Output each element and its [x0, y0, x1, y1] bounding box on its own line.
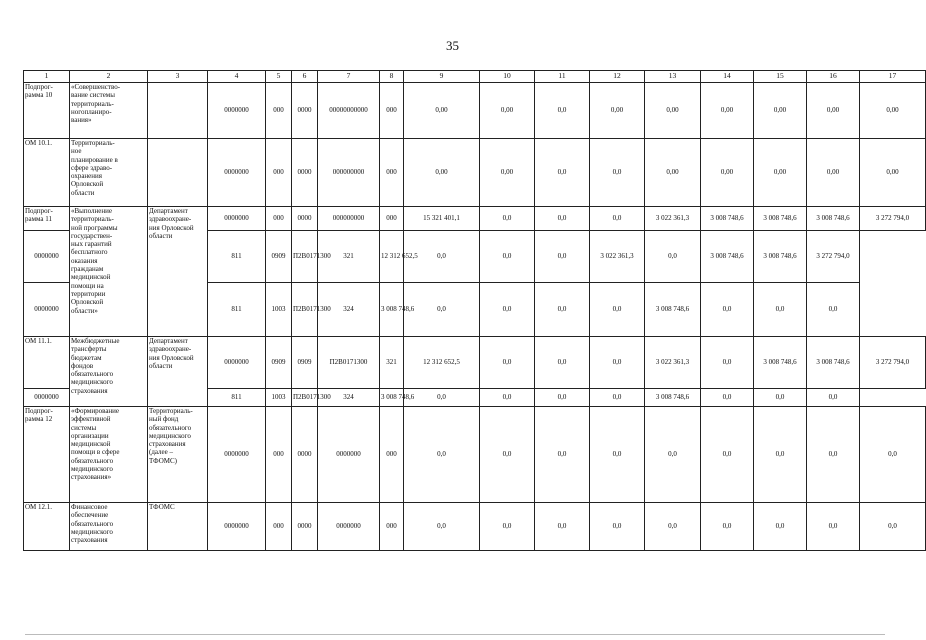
item-code-cell: ОМ 12.1. — [24, 503, 70, 551]
value-cell: 0,00 — [701, 139, 754, 207]
value-cell: 1003 — [266, 389, 292, 407]
column-header: 10 — [480, 71, 535, 83]
item-code-cell: ОМ 11.1. — [24, 337, 70, 389]
table-row — [24, 207, 926, 231]
value-cell: 0,00 — [701, 83, 754, 139]
value-cell: 000000000 — [318, 207, 380, 231]
value-cell: 0,0 — [645, 503, 701, 551]
value-cell: 3 008 748,6 — [380, 283, 404, 337]
value-cell: 0,0 — [590, 337, 645, 389]
value-cell: 3 008 748,6 — [754, 231, 807, 283]
value-cell: 0909 — [266, 337, 292, 389]
column-header: 16 — [807, 71, 860, 83]
value-cell: 000 — [266, 503, 292, 551]
item-name-cell: «Совершенство- вание системы территориаль- ногопланиро- вания» — [70, 83, 148, 139]
value-cell: 0,0 — [754, 389, 807, 407]
value-cell: 3 008 748,6 — [701, 231, 754, 283]
value-cell: 0,0 — [590, 503, 645, 551]
value-cell: 0,0 — [535, 139, 590, 207]
value-cell: 0,0 — [535, 503, 590, 551]
value-cell: 0,0 — [535, 389, 590, 407]
value-cell: 0909 — [292, 337, 318, 389]
item-name-cell: «Выполнение территориаль- ной программы государствен- ных гарантий бесплатного оказания гражданам медицинской помощи на территории Орловской области» — [70, 207, 148, 337]
value-cell: 0000000 — [24, 231, 70, 283]
value-cell: 3 008 748,6 — [754, 207, 807, 231]
value-cell: 0,0 — [535, 283, 590, 337]
budget-table — [23, 70, 926, 551]
value-cell: 0,0 — [860, 503, 926, 551]
value-cell: 0,0 — [535, 231, 590, 283]
column-header: 15 — [754, 71, 807, 83]
value-cell: 811 — [208, 389, 266, 407]
value-cell: 12 312 652,5 — [380, 231, 404, 283]
value-cell: 3 008 748,6 — [701, 207, 754, 231]
table-row — [24, 407, 926, 503]
value-cell: 12 312 652,5 — [404, 337, 480, 389]
value-cell: 000 — [266, 207, 292, 231]
value-cell: 0,0 — [754, 407, 807, 503]
value-cell: 000 — [380, 139, 404, 207]
column-header: 3 — [148, 71, 208, 83]
value-cell: 0,0 — [480, 231, 535, 283]
value-cell: 0,0 — [404, 389, 480, 407]
value-cell: 3 272 794,0 — [807, 231, 860, 283]
table-row — [24, 337, 926, 389]
value-cell: 0,00 — [404, 83, 480, 139]
value-cell: 0,0 — [590, 407, 645, 503]
value-cell: 3 022 361,3 — [590, 231, 645, 283]
value-cell: 0,0 — [807, 283, 860, 337]
page-number: 35 — [446, 38, 459, 53]
item-code-cell: ОМ 10.1. — [24, 139, 70, 207]
column-header: 17 — [860, 71, 926, 83]
value-cell: 0000000 — [208, 207, 266, 231]
value-cell: 0,0 — [701, 389, 754, 407]
column-header: 7 — [318, 71, 380, 83]
executor-cell: Территориаль- ный фонд обязательного медицинского страхования (далее – ТФОМС) — [148, 407, 208, 503]
value-cell: 0000 — [292, 207, 318, 231]
value-cell: 0,00 — [645, 139, 701, 207]
item-code-cell: Подпрог- рамма 12 — [24, 407, 70, 503]
value-cell: 3 022 361,3 — [645, 207, 701, 231]
value-cell: 3 008 748,6 — [645, 389, 701, 407]
value-cell: 0,0 — [590, 207, 645, 231]
value-cell: 0000000 — [318, 503, 380, 551]
value-cell: 321 — [380, 337, 404, 389]
value-cell: 3 008 748,6 — [645, 283, 701, 337]
table-row — [24, 139, 926, 207]
table-row — [24, 503, 926, 551]
value-cell: 0000 — [292, 503, 318, 551]
value-cell: 0000000 — [208, 337, 266, 389]
column-header: 4 — [208, 71, 266, 83]
value-cell: 0,0 — [480, 337, 535, 389]
value-cell: 0,0 — [807, 503, 860, 551]
column-header: 5 — [266, 71, 292, 83]
value-cell: 3 008 748,6 — [754, 337, 807, 389]
column-header: 9 — [404, 71, 480, 83]
value-cell: П2В0171300 — [292, 231, 318, 283]
value-cell: 0,0 — [535, 207, 590, 231]
item-code-cell: Подпрог- рамма 10 — [24, 83, 70, 139]
value-cell: 0000000 — [208, 503, 266, 551]
value-cell: 0,00 — [404, 139, 480, 207]
value-cell: 0,0 — [404, 231, 480, 283]
value-cell: 0,0 — [701, 283, 754, 337]
value-cell: 3 008 748,6 — [807, 207, 860, 231]
value-cell: 0,00 — [807, 139, 860, 207]
value-cell: 0,00 — [645, 83, 701, 139]
column-header: 13 — [645, 71, 701, 83]
value-cell: 0,0 — [645, 407, 701, 503]
value-cell: П2В0171300 — [292, 389, 318, 407]
value-cell: 15 321 401,1 — [404, 207, 480, 231]
item-name-cell: Финансовое обеспечение обязательного медицинского страхования — [70, 503, 148, 551]
value-cell: 0000000 — [208, 139, 266, 207]
value-cell: 3 008 748,6 — [807, 337, 860, 389]
value-cell: 0,0 — [480, 503, 535, 551]
value-cell: 0,0 — [590, 139, 645, 207]
value-cell: 0,0 — [807, 407, 860, 503]
value-cell: 811 — [208, 283, 266, 337]
column-header: 14 — [701, 71, 754, 83]
value-cell: 000 — [380, 83, 404, 139]
value-cell: 3 022 361,3 — [645, 337, 701, 389]
value-cell: 0,0 — [404, 283, 480, 337]
value-cell: 0000 — [292, 407, 318, 503]
item-name-cell: Межбюджетные трансферты бюджетам фондов обязательного медицинского страхования — [70, 337, 148, 407]
value-cell: 0,0 — [404, 407, 480, 503]
value-cell: 321 — [318, 231, 380, 283]
value-cell: 0,00 — [860, 83, 926, 139]
executor-cell — [148, 139, 208, 207]
value-cell: 324 — [318, 389, 380, 407]
value-cell: 000 — [380, 407, 404, 503]
executor-cell: Департамент здравоохране- ния Орловской области — [148, 337, 208, 407]
value-cell: 0,0 — [701, 407, 754, 503]
value-cell: 324 — [318, 283, 380, 337]
value-cell: 0000000 — [208, 407, 266, 503]
executor-cell — [148, 83, 208, 139]
value-cell: 0,0 — [480, 207, 535, 231]
value-cell: 0,00 — [807, 83, 860, 139]
value-cell: 0,0 — [480, 283, 535, 337]
value-cell: 0000000 — [318, 407, 380, 503]
value-cell: 0000000 — [24, 389, 70, 407]
value-cell: 0,00 — [590, 83, 645, 139]
value-cell: 0000 — [292, 83, 318, 139]
value-cell: 0,0 — [590, 389, 645, 407]
value-cell: 0,0 — [404, 503, 480, 551]
value-cell: П2В0171300 — [292, 283, 318, 337]
value-cell: 000 — [266, 407, 292, 503]
value-cell: 0,0 — [480, 407, 535, 503]
executor-cell: Департамент здравоохране- ния Орловской области — [148, 207, 208, 337]
value-cell: 0,00 — [480, 139, 535, 207]
value-cell: 000 — [266, 139, 292, 207]
value-cell: 1003 — [266, 283, 292, 337]
value-cell: 811 — [208, 231, 266, 283]
executor-cell: ТФОМС — [148, 503, 208, 551]
header-row — [24, 71, 926, 83]
value-cell: 0,0 — [535, 407, 590, 503]
item-name-cell: Территориаль- ное планирование в сфере здраво- охранения Орловской области — [70, 139, 148, 207]
column-header: 8 — [380, 71, 404, 83]
value-cell: 0,0 — [480, 389, 535, 407]
value-cell: 0,0 — [701, 337, 754, 389]
value-cell: 0,0 — [701, 503, 754, 551]
table-row — [24, 83, 926, 139]
item-code-cell: Подпрог- рамма 11 — [24, 207, 70, 231]
column-header: 2 — [70, 71, 148, 83]
column-header: 12 — [590, 71, 645, 83]
value-cell: 0000000 — [208, 83, 266, 139]
value-cell: 0000 — [292, 139, 318, 207]
value-cell: 0,0 — [754, 283, 807, 337]
column-header: 1 — [24, 71, 70, 83]
value-cell: 0,0 — [645, 231, 701, 283]
value-cell: 0,00 — [754, 83, 807, 139]
value-cell: 0909 — [266, 231, 292, 283]
value-cell: 000 — [380, 503, 404, 551]
value-cell: 0,00 — [480, 83, 535, 139]
value-cell: 000000000 — [318, 139, 380, 207]
value-cell: 3 008 748,6 — [380, 389, 404, 407]
value-cell: 0,00 — [860, 139, 926, 207]
column-header: 6 — [292, 71, 318, 83]
column-header: 11 — [535, 71, 590, 83]
value-cell: 0,00 — [754, 139, 807, 207]
value-cell: 0,0 — [860, 407, 926, 503]
value-cell: П2В0171300 — [318, 337, 380, 389]
item-name-cell: «Формирование эффективной системы организации медицинской помощи в сфере обязательного медицинского страхования» — [70, 407, 148, 503]
value-cell: 00000000000 — [318, 83, 380, 139]
value-cell: 0,0 — [535, 337, 590, 389]
value-cell: 3 272 794,0 — [860, 337, 926, 389]
value-cell: 000 — [380, 207, 404, 231]
value-cell: 0,0 — [535, 83, 590, 139]
scan-edge-line — [25, 634, 885, 635]
value-cell: 3 272 794,0 — [860, 207, 926, 231]
value-cell: 0,0 — [754, 503, 807, 551]
value-cell: 0,0 — [590, 283, 645, 337]
value-cell: 0,0 — [807, 389, 860, 407]
value-cell: 0000000 — [24, 283, 70, 337]
value-cell: 000 — [266, 83, 292, 139]
